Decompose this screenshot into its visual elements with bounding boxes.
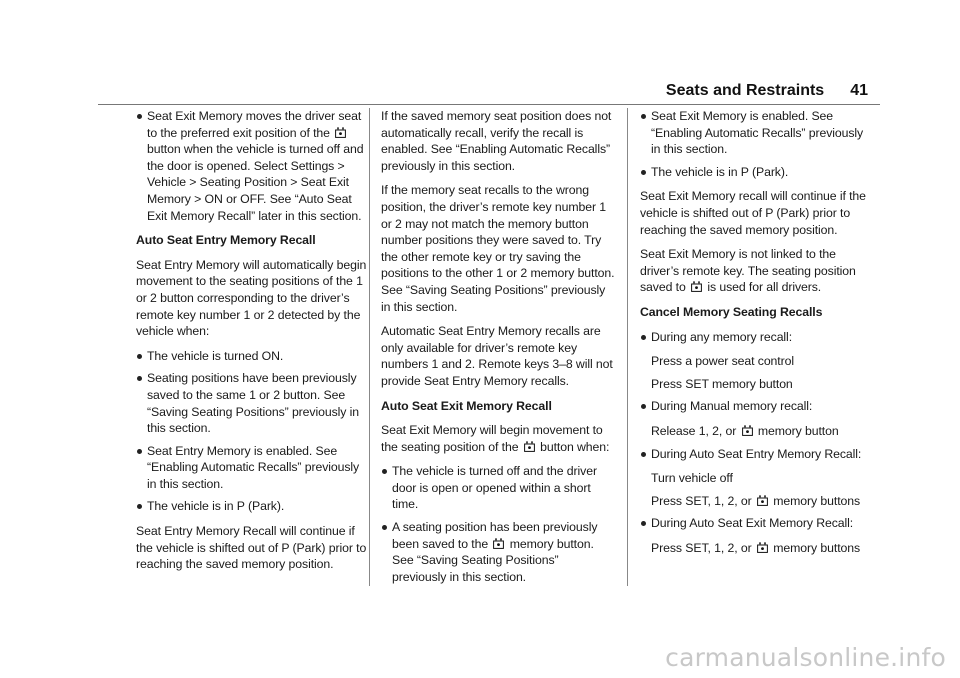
list-item: Seat Exit Memory is enabled. See “Enabling Automatic Recalls” previously in this section. bbox=[640, 108, 874, 158]
list-item: The vehicle is in P (Park). bbox=[136, 498, 370, 515]
list-item: During Auto Seat Exit Memory Recall: bbox=[640, 515, 874, 532]
list-item: The vehicle is turned off and the driver door is open or opened within a short time. bbox=[381, 463, 615, 513]
sub-step: Press SET, 1, 2, or memory buttons bbox=[651, 540, 861, 555]
seat-memory-icon bbox=[757, 542, 768, 553]
column-2 bbox=[381, 108, 615, 593]
paragraph: Seat Entry Memory will automatically begin movement to the seating positions of the 1 or 2 button corresponding to the driver’s remote key number 1 or 2 detected by the vehicle when: bbox=[136, 257, 367, 339]
seat-memory-icon bbox=[757, 495, 768, 506]
list-item: A seating position has been previously been saved to the memory button. See “Saving Seating Positions” previously in this section. bbox=[381, 519, 615, 585]
seat-memory-icon bbox=[524, 441, 535, 452]
list-item: During Auto Seat Entry Memory Recall: bbox=[640, 446, 874, 463]
seat-memory-icon bbox=[691, 281, 702, 292]
paragraph: Seat Entry Memory Recall will continue if the vehicle is shifted out of P (Park) prior to reaching the saved memory position. bbox=[136, 524, 367, 572]
section-heading: Cancel Memory Seating Recalls bbox=[640, 304, 823, 319]
page-header bbox=[666, 82, 868, 100]
paragraph: Seat Exit Memory will begin movement to the seating position of the button when: bbox=[381, 423, 610, 454]
paragraph: Seat Exit Memory recall will continue if the vehicle is shifted out of P (Park) prior to reaching the saved memory position. bbox=[640, 189, 866, 237]
section-title: Seats and Restraints bbox=[665, 82, 825, 99]
list-item: Seating positions have been previously saved to the same 1 or 2 button. See “Saving Seating Positions” previously in this section. bbox=[136, 370, 370, 436]
column-3 bbox=[640, 108, 874, 562]
sub-step: Release 1, 2, or memory button bbox=[651, 423, 839, 438]
section-heading: Auto Seat Exit Memory Recall bbox=[381, 398, 552, 413]
paragraph: If the saved memory seat position does not automatically recall, verify the recall is enabled. See “Enabling Automatic Recalls” previously in this section. bbox=[381, 109, 612, 173]
list-item: Seat Exit Memory moves the driver seat to the preferred exit position of the button when the vehicle is turned off and the door is opened. Select Settings > Vehicle > Seating Position > Seat Exit Memory > ON or OFF. See “Auto Seat Exit Memory Recall” later in this section. bbox=[136, 108, 370, 224]
paragraph: Automatic Seat Entry Memory recalls are only available for driver’s remote key numbers 1 and 2. Remote keys 3–8 will not provide Seat Entry Memory recalls. bbox=[381, 324, 613, 388]
section-heading: Auto Seat Entry Memory Recall bbox=[136, 233, 316, 248]
list-item: The vehicle is in P (Park). bbox=[640, 164, 874, 181]
list-item: The vehicle is turned ON. bbox=[136, 348, 370, 365]
sub-step: Press a power seat control bbox=[651, 354, 794, 369]
list-item: Seat Entry Memory is enabled. See “Enabling Automatic Recalls” previously in this section. bbox=[136, 443, 370, 493]
page-number: 41 bbox=[850, 82, 868, 99]
paragraph: If the memory seat recalls to the wrong position, the driver’s remote key number 1 or 2 may not match the memory button number positions they were saved to. Try the other remote key or try saving the positions to the other 1 or 2 memory button. See “Saving Seating Positions” previously in this section. bbox=[381, 183, 615, 314]
sub-step: Press SET, 1, 2, or memory buttons bbox=[651, 493, 861, 508]
paragraph: Seat Exit Memory is not linked to the driver’s remote key. The seating position saved to is used for all drivers. bbox=[640, 247, 856, 295]
watermark: carmanualsonline.info bbox=[665, 643, 946, 672]
header-rule bbox=[98, 104, 880, 105]
seat-memory-icon bbox=[335, 127, 346, 138]
column-divider bbox=[627, 108, 628, 586]
list-item: During any memory recall: bbox=[640, 329, 874, 346]
list-item: During Manual memory recall: bbox=[640, 398, 874, 415]
seat-memory-icon bbox=[493, 538, 504, 549]
sub-step: Turn vehicle off bbox=[651, 471, 733, 486]
column-1 bbox=[136, 108, 370, 581]
column-divider bbox=[369, 108, 370, 586]
seat-memory-icon bbox=[742, 425, 753, 436]
sub-step: Press SET memory button bbox=[651, 376, 793, 391]
